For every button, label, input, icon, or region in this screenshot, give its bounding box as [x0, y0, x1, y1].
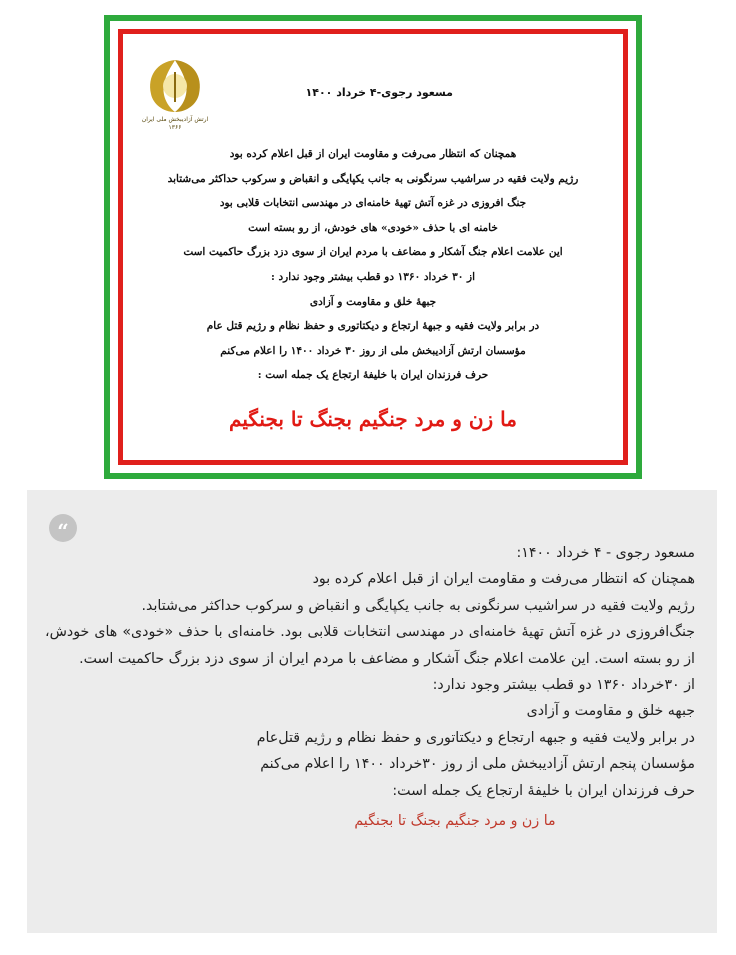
poster-line: از ۳۰ خرداد ۱۳۶۰ دو قطب بیشتر وجود ندارد :	[270, 270, 476, 283]
poster-slogan: ما زن و مرد جنگیم بجنگ تا بجنگیم	[229, 407, 517, 431]
wheat-emblem-icon	[135, 54, 215, 116]
quote-icon: “	[49, 514, 77, 542]
poster-line: حرف فرزندان ایران با خلیفهٔ ارتجاع یک جمله است :	[257, 369, 489, 382]
quote-line: همچنان که انتظار می‌رفت و مقاومت ایران از قبل اعلام کرده بود	[312, 571, 695, 588]
poster-line: خامنه ای با حذف «خودی» های خودش، از رو بسته است	[248, 221, 498, 234]
poster-line: مؤسسان ارتش آزادیبخش ملی از روز ۳۰ خرداد ۱۴۰۰ را اعلام می‌کنم	[220, 344, 526, 357]
quote-text	[45, 540, 695, 834]
quote-author-date: مسعود رجوی - ۴ خرداد ۱۴۰۰:	[516, 545, 695, 561]
quote-line: حرف فرزندان ایران با خلیفهٔ ارتجاع یک جمله است:	[392, 782, 695, 799]
logo-caption	[135, 116, 215, 132]
quote-line: جبهه خلق و مقاومت و آزادی	[526, 703, 695, 720]
logo-caption-year: ۱۳۶۶	[168, 124, 182, 131]
quote-paragraph: جنگ‌افروزی در غزه آتش تهیهٔ خامنه‌ای در مهندسی انتخابات قلابی بود. خامنه‌ای با حذف «خودی» های خودش، از رو بسته است. این علامت اعلام جنگ آشکار و مضاعف با مردم ایران از سوی دزد بزرگ حاکمیت است.	[45, 624, 695, 667]
quote-line: رژیم ولایت فقیه در سراشیب سرنگونی به جانب یکپایگی و انقباض و سرکوب حداکثر می‌شتابد.	[141, 597, 695, 614]
poster-line: جنگ افروزی در غزه آتش تهیهٔ خامنه‌ای در مهندسی انتخابات قلابی بود	[219, 197, 527, 210]
quote-slogan: ما زن و مرد جنگیم بجنگ تا بجنگیم	[354, 813, 556, 830]
poster-line: جبههٔ خلق و مقاومت و آزادی	[309, 295, 437, 308]
poster-line: در برابر ولایت فقیه و جبههٔ ارتجاع و دیکتاتوری و حفظ نظام و رژیم قتل عام	[206, 320, 540, 333]
logo-caption-name: ارتش آزادیبخش ملی ایران	[141, 116, 209, 123]
poster-frame	[118, 29, 628, 465]
quote-line: از ۳۰خرداد ۱۳۶۰ دو قطب بیشتر وجود ندارد:	[432, 677, 695, 694]
poster-author-date: مسعود رجوی-۴ خرداد ۱۴۰۰	[305, 86, 453, 99]
quote-line: مؤسسان پنجم ارتش آزادیبخش ملی از روز ۳۰خرداد ۱۴۰۰ را اعلام می‌کنم	[260, 756, 695, 773]
poster-image	[104, 15, 642, 479]
nla-logo	[135, 54, 215, 134]
blockquote	[27, 490, 717, 933]
poster-line: این علامت اعلام جنگ آشکار و مضاعف با مردم ایران از سوی دزد بزرگ حاکمیت است	[183, 246, 563, 259]
quote-line: در برابر ولایت فقیه و جبهه ارتجاع و دیکتاتوری و حفظ نظام و رژیم قتل‌عام	[256, 729, 695, 746]
poster-line: رژیم ولایت فقیه در سراشیب سرنگونی به جانب یکپایگی و انقباض و سرکوب حداکثر می‌شتابد	[167, 172, 579, 185]
poster-line: همچنان که انتظار می‌رفت و مقاومت ایران از قبل اعلام کرده بود	[229, 148, 517, 160]
poster-text	[143, 142, 603, 388]
